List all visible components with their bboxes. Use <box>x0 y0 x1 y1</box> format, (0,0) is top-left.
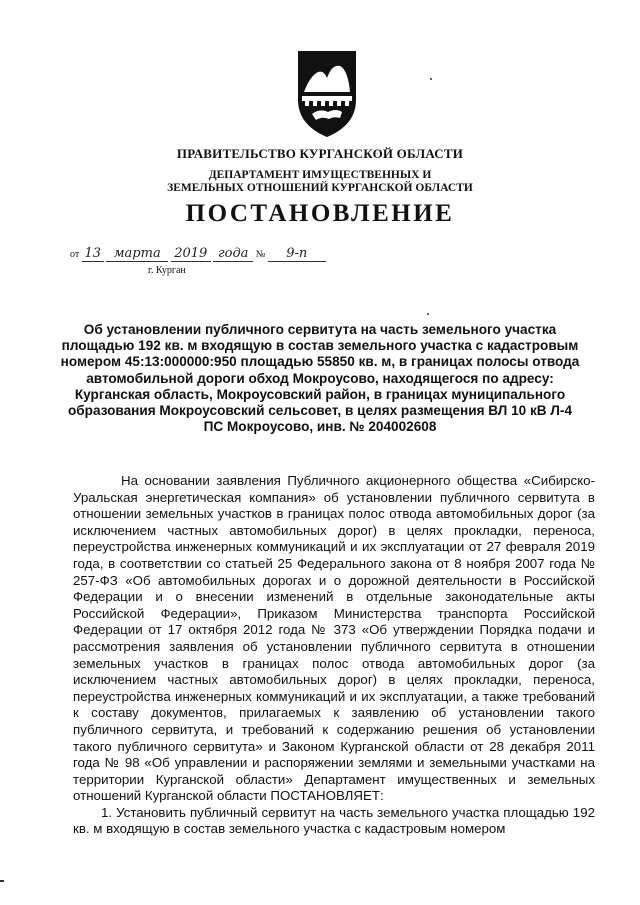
number-sign: № <box>255 249 266 260</box>
date-day: 13 <box>82 247 104 262</box>
government-name: ПРАВИТЕЛЬСТВО КУРГАНСКОЙ ОБЛАСТИ <box>176 146 464 161</box>
document-body <box>73 473 595 838</box>
date-prefix: от <box>70 249 80 260</box>
date-year-word: года <box>213 247 253 262</box>
document-type: ПОСТАНОВЛЕНИЕ <box>185 200 455 227</box>
scan-speck <box>430 78 432 80</box>
coat-of-arms-icon <box>296 48 358 140</box>
document-number: 9-п <box>268 247 326 262</box>
date-month: марта <box>106 247 168 262</box>
scan-mark <box>0 880 4 882</box>
scan-speck <box>427 313 429 315</box>
shield-shape <box>299 52 355 136</box>
document-title: Об установлении публичного сервитута на часть земельного участка площадью 192 кв. м входящую в состав земельного участка с кадастровым номером 45:13:000000:950 площадью 55850 кв. м, в границах полосы отвода автомобильной дороги обход Мокроусово, находящегося по адресу: Курганская область, Мокроусовский район, в границах муниципального образования Мокроусовский сельсовет, в целях размещения ВЛ 10 кВ Л-4 ПС Мокроусово, инв. № 204002608 <box>60 322 580 435</box>
date-year: 2019 <box>171 247 211 262</box>
date-number-line <box>70 247 326 262</box>
crown-band <box>302 96 352 101</box>
department-name-line-2: ЗЕМЕЛЬНЫХ ОТНОШЕНИЙ КУРГАНСКОЙ ОБЛАСТИ <box>167 182 473 194</box>
item-1-paragraph: 1. Установить публичный сервитут на часть земельного участка площадью 192 кв. м входящую в состав земельного участка с кадастровым номером <box>73 804 595 837</box>
department-name-line-1: ДЕПАРТАМЕНТ ИМУЩЕСТВЕННЫХ И <box>208 169 432 181</box>
preamble-paragraph: На основании заявления Публичного акционерного общества «Сибирско-Уральская энергетическая компания» об установлении публичного сервитута в отношении земельных участков в границах полос отвода автомобильных дорог (за исключением частных автомобильных дорог) в целях прокладки, переноса, переустройства инженерных коммуникаций и их эксплуатации от 27 февраля 2019 года, в соответствии со статьей 25 Федерального закона от 8 ноября 2007 года № 257-ФЗ «Об автомобильных дорогах и о дорожной деятельности в Российской Федерации и о внесении изменений в отдельные законодательные акты Российской Федерации», Приказом Министерства транспорта Российской Федерации от 17 октября 2012 года № 373 «Об утверждении Порядка подачи и рассмотрения заявления об установлении публичного сервитута в отношении земельных участков в границах полос отвода автомобильных дорог (за исключением частных автомобильных дорог) в целях прокладки, переноса, переустройства инженерных коммуникаций и их эксплуатации, а также требований к составу документов, прилагаемых к заявлению об установлении такого публичного сервитута, и требований к содержанию решения об установлении такого публичного сервитута» и Законом Курганской области от 28 декабря 2011 года № 98 «Об управлении и распоряжении землями и земельными участками на территории Курганской области» Департамент имущественных и земельных отношений Курганской области ПОСТАНОВЛЯЕТ: <box>73 473 595 804</box>
city-label: г. Курган <box>148 265 186 276</box>
